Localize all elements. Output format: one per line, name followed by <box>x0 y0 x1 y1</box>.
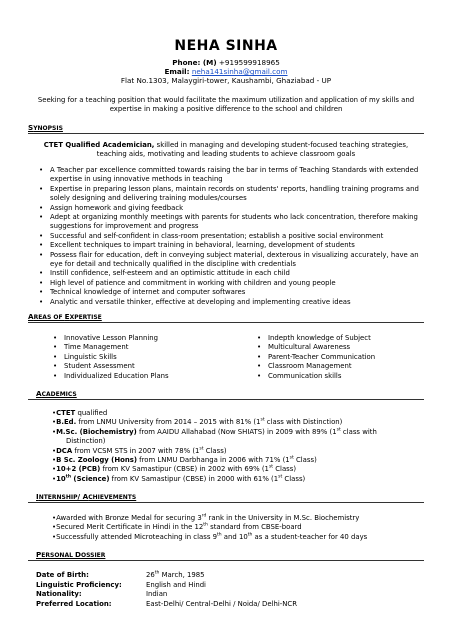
academic-entry: •B.Ed. from LNMU University from 2014 – 2015 with 81% (1st class with Distinction) <box>52 418 343 427</box>
expertise-item: • Innovative Lesson Planning <box>50 334 240 343</box>
degree-name: 10 <box>56 474 66 483</box>
dossier-table <box>36 571 424 609</box>
ordinal-sup: rd <box>201 513 207 519</box>
ordinal-sup: th <box>247 532 253 538</box>
email-line <box>0 67 452 76</box>
degree-detail: from AAIDU Allahabad (Now SHIATS) in 2009 with 89% (1 <box>136 427 337 436</box>
achievement-text: and 10 <box>221 532 248 541</box>
dossier-row <box>36 590 424 600</box>
phone-line <box>0 58 452 67</box>
expertise-item: • Parent-Teacher Communication <box>254 353 424 362</box>
synopsis-summary <box>30 141 422 159</box>
degree-detail: from LNMU University from 2014 – 2015 with 81% (1 <box>76 418 261 427</box>
ordinal-sup: th <box>216 532 222 538</box>
dossier-value-text: March, 1985 <box>159 571 205 579</box>
dossier-row <box>36 600 424 610</box>
expertise-item: • Classroom Management <box>254 362 424 371</box>
synopsis-bullet: • High level of patience and commitment in working with children and young people <box>36 279 422 288</box>
achievements-heading: INTERNSHIP/ ACHIEVEMENTS <box>36 492 137 501</box>
degree-detail: from LNMU Darbhanga in 2006 with 71% (1 <box>136 456 290 465</box>
expertise-item: • Individualized Education Plans <box>50 372 240 381</box>
degree-name: B.Ed. <box>56 418 77 427</box>
synopsis-bullet: • Expertise in preparing lesson plans, maintain records on students' reports, handling training programs and solely designing and delivering training modules/courses <box>36 185 422 204</box>
career-objective: Seeking for a teaching position that would facilitate the maximum utilization and application of my skills and expertise in making a positive difference to the school and children <box>37 96 415 113</box>
dossier-divider <box>28 560 424 561</box>
ordinal-sup: th <box>203 523 208 529</box>
synopsis-bullet: • Excellent techniques to impart training in behavioral, learning, development of students <box>36 241 422 250</box>
academics-heading: ACADEMICS <box>36 389 77 398</box>
synopsis-bullet: • Adept at organizing monthly meetings with parents for students who lack concentration, therefore making suggestions for improvement and progress <box>36 213 422 232</box>
dossier-value-text: Indian <box>146 590 168 599</box>
degree-name: B Sc. Zoology (Hons) <box>56 456 137 465</box>
expertise-item: • Time Management <box>50 343 240 352</box>
dossier-value-text: East-Delhi/ Central-Delhi / Noida/ Delhi-NCR <box>146 599 298 608</box>
expertise-list-left <box>50 334 240 381</box>
achievement-entry: •Secured Merit Certificate in Hindi in the 12th standard from CBSE-board <box>52 523 302 532</box>
dossier-heading: PERSONAL DOSSIER <box>36 550 106 559</box>
synopsis-divider <box>28 133 424 134</box>
summary-text: skilled in managing and developing student-focused teaching strategies, teaching aids, motivating and leading students to achieve classroom goals <box>96 141 409 158</box>
dossier-value <box>146 590 167 600</box>
degree-detail: from KV Samastipur (CBSE) in 2000 with 61% (1 <box>109 474 279 483</box>
academic-entry: •10th (Science) from KV Samastipur (CBSE) in 2000 with 61% (1st Class) <box>52 474 306 483</box>
degree-detail-end: Class) <box>282 474 306 483</box>
ordinal-sup: th <box>154 570 160 576</box>
achievement-entry: •Successfully attended Microteaching in class 9th and 10th as a student-teacher for 40 days <box>52 532 368 541</box>
email-link[interactable]: neha141sinha@gmail.com <box>191 67 288 76</box>
dossier-value-text: 26 <box>146 571 155 579</box>
address: Flat No.1303, Malaygiri-tower, Kaushambi, Ghaziabad - UP <box>120 76 332 85</box>
dossier-row <box>36 571 424 581</box>
degree-name-cont: (Science) <box>71 474 110 483</box>
degree-detail: qualified <box>75 409 108 417</box>
ordinal-sup: st <box>278 474 283 480</box>
expertise-item: • Communication skills <box>254 372 424 381</box>
academics-divider <box>28 399 424 400</box>
synopsis-bullet: • Analytic and versatile thinker, effective at developing and implementing creative ideas <box>36 298 422 307</box>
degree-detail-end: Class) <box>273 465 297 474</box>
dossier-value <box>146 571 205 581</box>
dossier-label: Preferred Location: <box>36 599 112 608</box>
dossier-value-text: English and Hindi <box>146 580 206 589</box>
achievement-text: rank in the University in M.Sc. Biochemistry <box>206 514 360 522</box>
synopsis-bullet: • Instill confidence, self-esteem and an optimistic attitude in each child <box>36 269 422 278</box>
degree-detail-end: Class) <box>293 456 317 465</box>
achievements-list <box>52 514 424 542</box>
email-label: Email: <box>164 67 190 76</box>
academic-entry: •10+2 (PCB) from KV Samastipur (CBSE) in 2002 with 69% (1st Class) <box>52 465 297 474</box>
achievement-text: Successfully attended Microteaching in class 9 <box>56 532 217 541</box>
expertise-divider <box>28 322 424 323</box>
degree-detail-end: class with <box>340 427 377 436</box>
achievement-entry: •Awarded with Bronze Medal for securing 3rd rank in the University in M.Sc. Biochemistry <box>52 513 360 522</box>
degree-detail-end: class with Distinction) <box>264 418 343 427</box>
phone-label: Phone: (M) <box>172 58 217 67</box>
synopsis-list <box>36 166 422 307</box>
degree-name: 10+2 (PCB) <box>56 465 101 474</box>
phone-number: +919599918965 <box>218 58 280 67</box>
ordinal-sup: st <box>336 427 341 433</box>
expertise-item: • Linguistic Skills <box>50 353 240 362</box>
degree-detail: from VCSM STS in 2007 with 78% (1 <box>72 446 200 455</box>
academics-list <box>52 409 424 484</box>
expertise-list-right <box>254 334 424 381</box>
dossier-label: Linguistic Proficiency: <box>36 580 122 589</box>
degree-name: M.Sc. (Biochemistry) <box>56 427 137 436</box>
achievement-text: standard from CBSE-board <box>207 523 302 532</box>
degree-detail: from KV Samastipur (CBSE) in 2002 with 69% (1 <box>100 465 269 474</box>
degree-detail-end: Class) <box>203 446 227 455</box>
achievements-divider <box>28 502 424 503</box>
dossier-label: Date of Birth: <box>36 571 89 579</box>
academic-entry: •CTET qualified <box>52 409 108 417</box>
summary-bold: CTET Qualified Academician, <box>43 141 155 149</box>
synopsis-heading: SYNOPSIS <box>28 123 63 132</box>
synopsis-bullet: • Technical knowledge of internet and computer softwares <box>36 288 422 297</box>
achievement-text: Awarded with Bronze Medal for securing 3 <box>56 514 202 522</box>
expertise-item: • Multicultural Awareness <box>254 343 424 352</box>
synopsis-bullet: • Possess flair for education, deft in conveying subject material, dexterous in visualizing accurately, have an eye for detail and technically qualified in the discipline with credentials <box>36 251 422 270</box>
synopsis-bullet: • Assign homework and giving feedback <box>36 204 422 213</box>
synopsis-bullet: • A Teacher par excellence committed towards raising the bar in terms of Teaching Standards with extended expertise in using innovative methods in teaching <box>36 166 422 185</box>
ordinal-sup: st <box>199 446 204 452</box>
degree-name: DCA <box>56 446 73 455</box>
dossier-label: Nationality: <box>36 590 82 599</box>
degree-name: CTET <box>56 409 76 417</box>
achievement-text: as a student-teacher for 40 days <box>252 532 368 541</box>
synopsis-bullet: • Successful and self-confident in class-room presentation; establish a positive social environment <box>36 232 422 241</box>
dossier-value <box>146 581 206 591</box>
degree-sup: th <box>65 474 72 480</box>
candidate-name: NEHA SINHA <box>174 38 278 54</box>
academic-entry-cont: Distinction) <box>66 437 106 446</box>
ordinal-sup: st <box>289 455 294 461</box>
dossier-value <box>146 600 297 610</box>
achievement-text: Secured Merit Certificate in Hindi in the 12 <box>56 523 204 532</box>
academic-entry: •DCA from VCSM STS in 2007 with 78% (1st Class) <box>52 446 227 455</box>
ordinal-sup: st <box>268 465 274 471</box>
academic-entry: •M.Sc. (Biochemistry) from AAIDU Allahabad (Now SHIATS) in 2009 with 89% (1st class with <box>52 427 377 436</box>
dossier-row <box>36 581 424 591</box>
ordinal-sup: st <box>260 418 265 424</box>
academic-entry: •B Sc. Zoology (Hons) from LNMU Darbhanga in 2006 with 71% (1st Class) <box>52 455 317 465</box>
expertise-heading: AREAS OF EXPERTISE <box>28 312 102 321</box>
expertise-item: • Indepth knowledge of Subject <box>254 334 424 343</box>
expertise-item: • Student Assessment <box>50 362 240 371</box>
